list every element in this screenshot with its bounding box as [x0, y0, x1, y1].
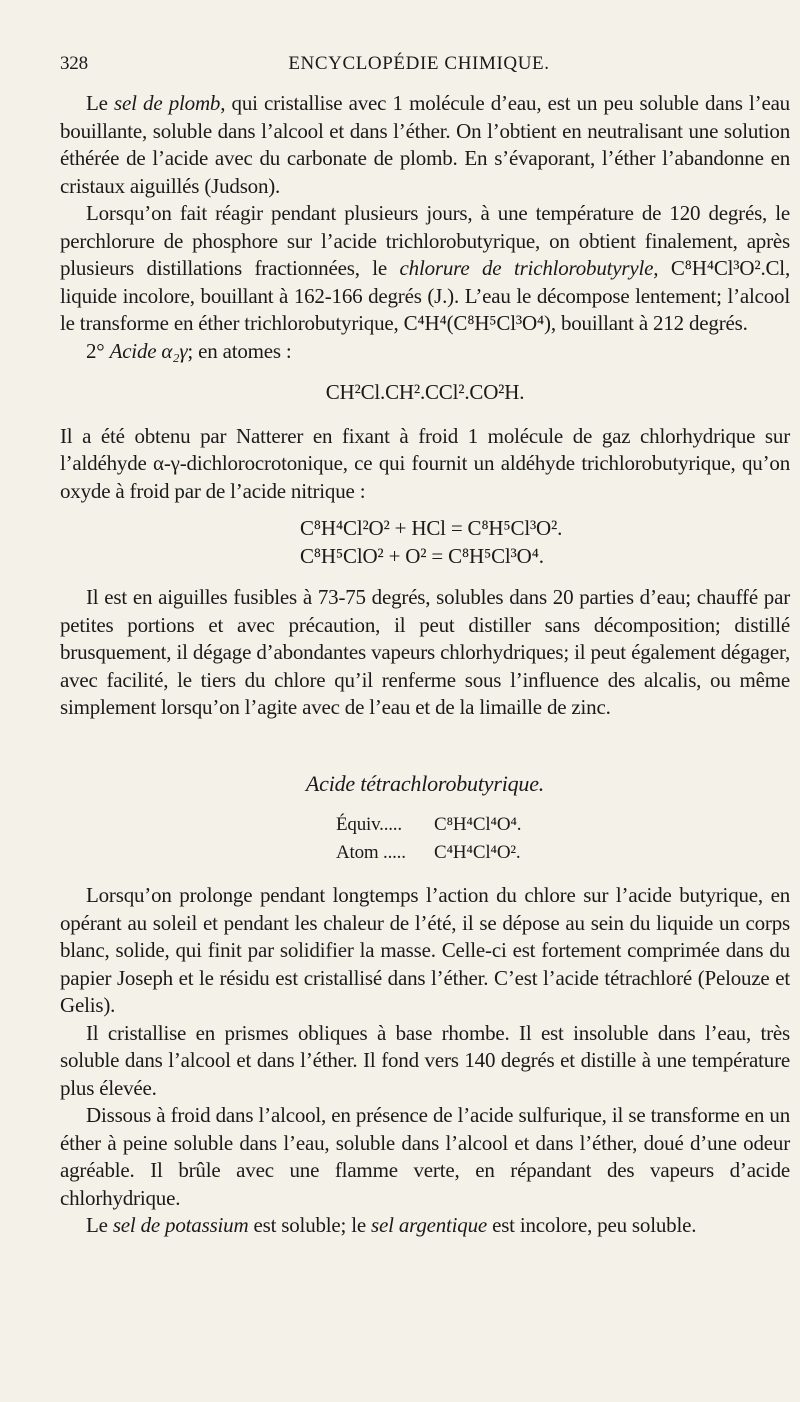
term-chloride: chlorure de trichlorobutyryle,: [399, 256, 659, 280]
paragraph-crystals: Il cristallise en prismes obliques à base rhombe. Il est insoluble dans l’eau, très soluble dans l’alcool et dans l’éther. Il fond vers 140 degrés et distille à une température plus élevée.: [60, 1020, 790, 1100]
page-number: 328: [60, 53, 88, 74]
section-title: Acide tétrachlorobutyrique.: [305, 770, 545, 796]
atom-row: Atom ..... C⁴H⁴Cl⁴O².: [336, 841, 521, 863]
paragraph-preparation: Lorsqu’on prolonge pendant longtemps l’action du chlore sur l’acide butyrique, en opérant au soleil et pendant les chaleur de l’été, il se dépose au sein du liquide un corps blanc, solide, qui finit par solidifier la masse. Celle-ci est fortement comprimée dans du papier Joseph et le résidu est cristallisé dans l’éther. C’est l’acide tétrachloré (Pelouze et Gelis).: [60, 883, 790, 1017]
equivalent-formulas: [336, 811, 790, 866]
term-potassium-salt: sel de potassium: [112, 1213, 249, 1237]
paragraph-salts: Le sel de potassium est soluble; le sel argentique est incolore, peu soluble.: [86, 1213, 697, 1237]
document-page: [60, 50, 790, 1240]
paragraph-lead-salt: Le sel de plomb, qui cristallise avec 1 molécule d’eau, est un peu soluble dans l’eau bouillante, soluble dans l’alcool et dans l’éther. On l’obtient en neutralisant une solution éthérée de l’acide avec du carbonate de plomb. En s’évaporant, l’éther l’abandonne en cristaux aiguillés (Judson).: [60, 91, 790, 198]
formula-atoms: CH²Cl.CH².CCl².CO²H.: [325, 380, 525, 404]
term-lead-salt: sel de plomb: [114, 91, 221, 115]
paragraph-natterer: Il a été obtenu par Natterer en fixant à froid 1 molécule de gaz chlorhydrique sur l’aldéhyde α-γ-dichlorocrotonique, ce qui fournit un aldéhyde trichlorobutyrique, qu’on oxyde à froid par de l’acide nitrique :: [60, 423, 790, 503]
term-silver-salt: sel argentique: [371, 1213, 488, 1237]
equation-2: C⁸H⁵ClO² + O² = C⁸H⁵Cl³O⁴.: [300, 543, 544, 568]
paragraph-ether: Dissous à froid dans l’alcool, en présence de l’acide sulfurique, il se transforme en un éther à peine soluble dans l’eau, soluble dans l’alcool et dans l’éther, doué d’une odeur agréable. Il brûle avec une flamme verte, en répandant des vapeurs d’acide chlorhydrique.: [60, 1103, 790, 1210]
equation-1: C⁸H⁴Cl²O² + HCl = C⁸H⁵Cl³O².: [300, 516, 563, 540]
reaction-equations: [300, 515, 790, 570]
paragraph-properties: Il est en aiguilles fusibles à 73-75 degrés, solubles dans 20 parties d’eau; chauffé par petites portions et avec précaution, il peut distiller sans décomposition; distillé brusquement, il dégage d’abondantes vapeurs chlorhydriques; il peut également dégager, avec facilité, le tiers du chlore qu’il renferme sous l’influence des alcalis, ou même simplement lorsqu’on l’agite avec de l’eau et de la limaille de zinc.: [60, 585, 790, 719]
running-header: [60, 50, 790, 84]
paragraph-acid-a2g: 2° Acide α₂γ; en atomes :: [86, 338, 292, 363]
paragraph-chloride: Lorsqu’on fait réagir pendant plusieurs jours, à une température de 120 degrés, le perchlorure de phosphore sur l’acide trichlorobutyrique, on obtient finalement, après plusieurs distillations fractionnées, le chlorure de trichlorobutyryle, C⁸H⁴Cl³O².Cl, liquide incolore, bouillant à 162-166 degrés (J.). L’eau le décompose lentement; l’alcool le transforme en éther trichlorobutyrique, C⁴H⁴(C⁸H⁵Cl³O⁴), bouillant à 212 degrés.: [60, 201, 790, 335]
term-acid-a2g: Acide α₂γ: [109, 338, 188, 363]
equiv-row: Équiv..... C⁸H⁴Cl⁴O⁴.: [336, 814, 522, 835]
running-title: ENCYCLOPÉDIE CHIMIQUE.: [288, 53, 550, 74]
